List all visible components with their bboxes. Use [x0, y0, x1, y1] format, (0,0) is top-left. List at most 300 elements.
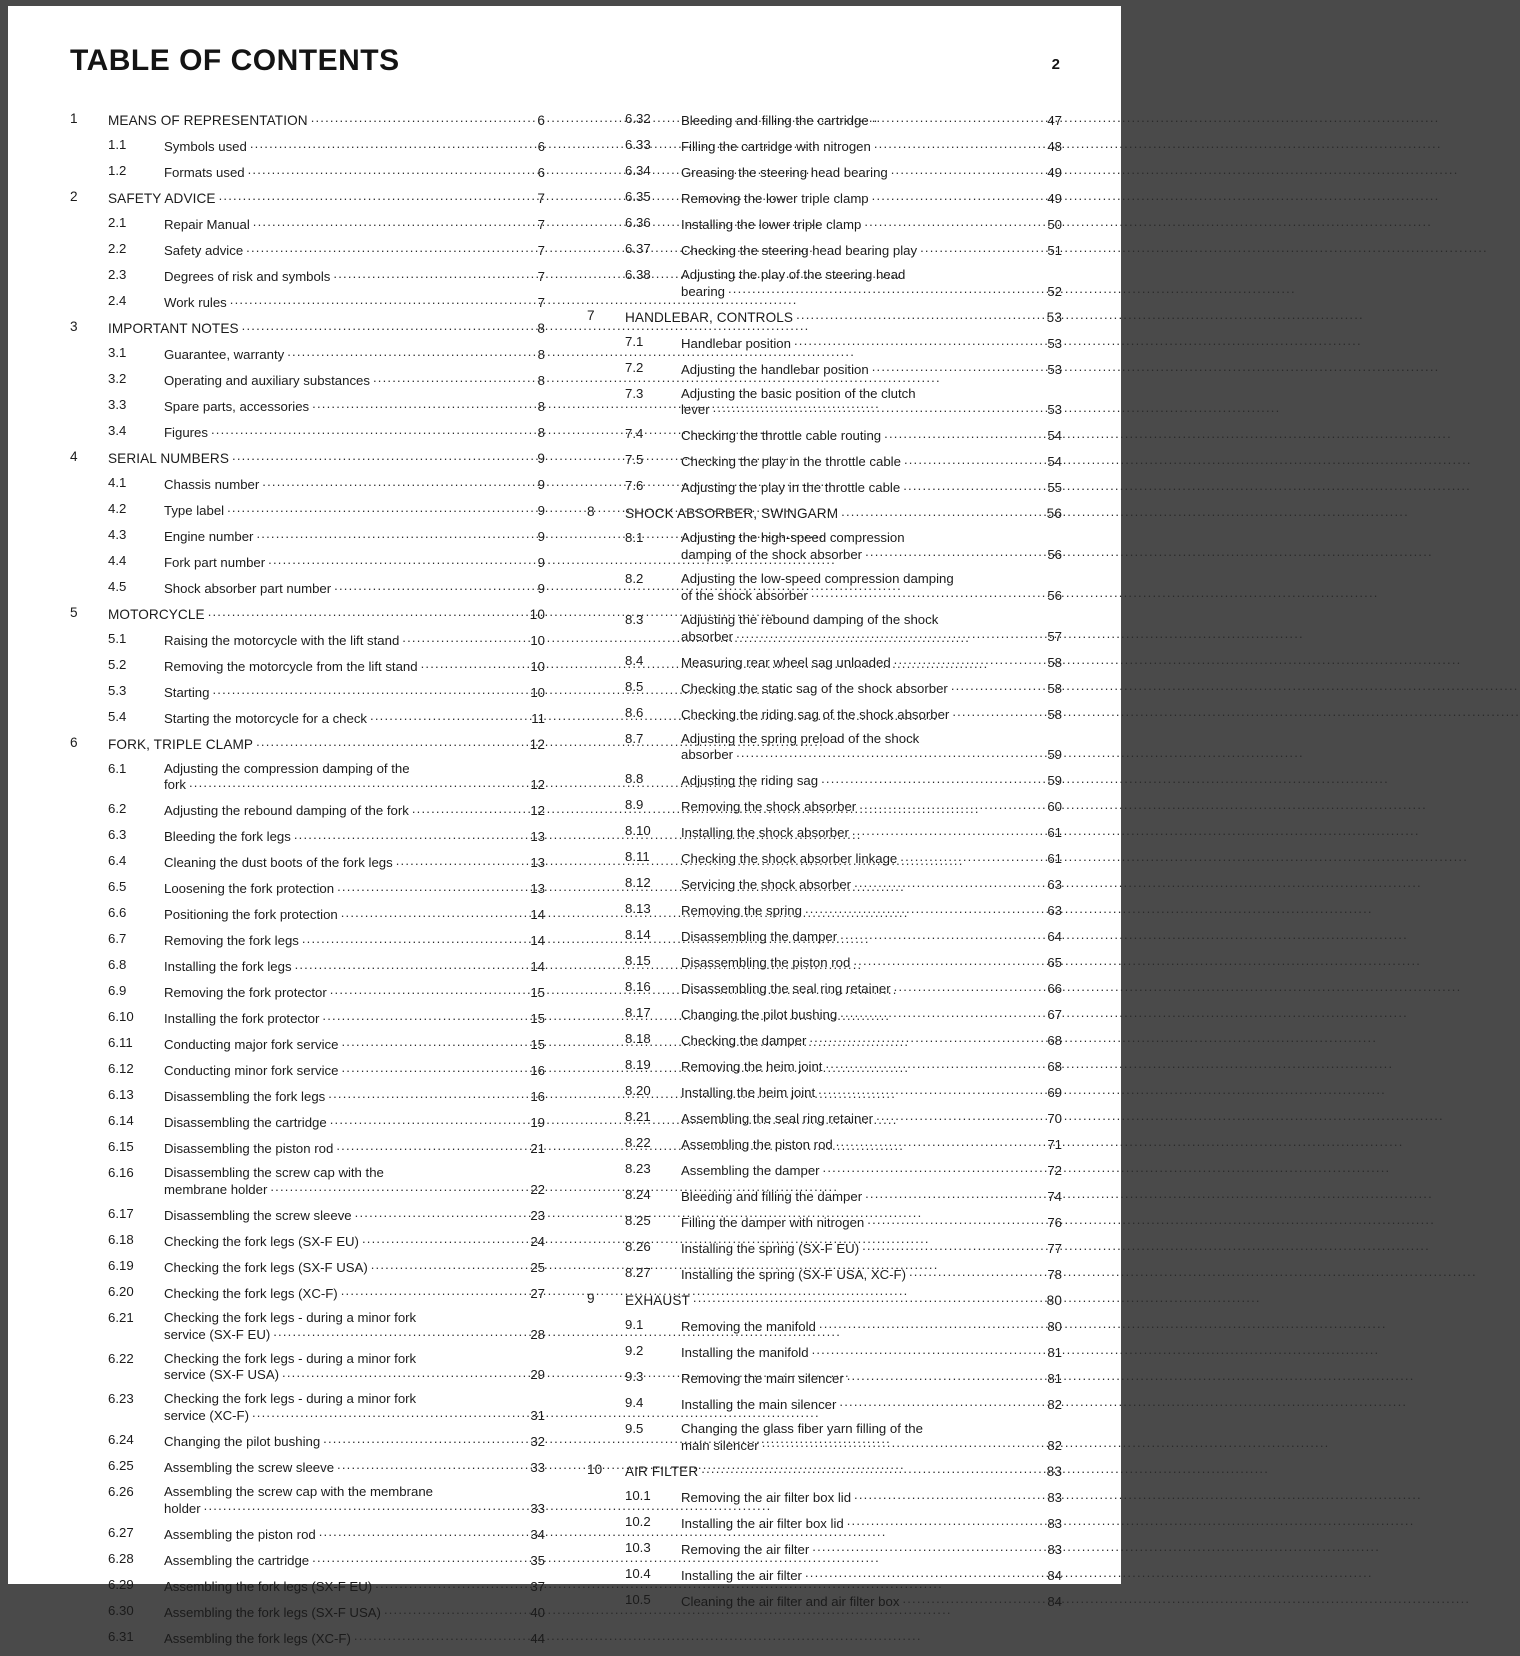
toc-entry[interactable] — [70, 1552, 545, 1578]
dot-leader — [302, 932, 517, 945]
dot-leader — [189, 776, 517, 789]
toc-entry-body — [164, 1233, 545, 1250]
toc-entry-page: 15 — [530, 1037, 545, 1053]
toc-entry-title: Removing the air filter — [681, 1541, 810, 1557]
dot-leader — [311, 112, 517, 125]
toc-entry-page: 70 — [1047, 1111, 1062, 1127]
dot-leader — [701, 1463, 1034, 1476]
toc-entry-number: 6.10 — [108, 1009, 134, 1025]
toc-entry-number: 6.6 — [108, 905, 127, 921]
toc-entry-number: 7.6 — [625, 478, 644, 494]
toc-entry-number: 7.1 — [625, 333, 644, 349]
toc-entry-number: 1.2 — [108, 162, 127, 178]
toc-entry-body — [164, 1207, 545, 1224]
toc-entry-page: 12 — [530, 777, 545, 793]
toc-entry-page: 68 — [1047, 1059, 1062, 1075]
toc-entry-title: Filling the damper with nitrogen — [681, 1215, 865, 1231]
toc-entry[interactable] — [70, 1485, 545, 1526]
toc-entry-number: 8.9 — [625, 797, 644, 813]
toc-entry[interactable] — [70, 216, 545, 242]
toc-entry[interactable] — [70, 854, 545, 880]
toc-entry-number: 4.4 — [108, 552, 127, 568]
toc-entry[interactable] — [70, 580, 545, 606]
dot-leader — [825, 1058, 1034, 1071]
dot-leader — [362, 1233, 517, 1246]
toc-entry-number: 4.5 — [108, 578, 127, 594]
toc-entry-title: Disassembling the piston rod — [681, 955, 851, 971]
toc-entry-number: 8.8 — [625, 771, 644, 787]
toc-entry-title: Adjusting the play of the steering head — [681, 266, 906, 282]
toc-entry-body — [681, 613, 1062, 645]
toc-entry-title: Operating and auxiliary substances — [164, 372, 370, 388]
toc-entry-page: 25 — [530, 1259, 545, 1275]
toc-entry-title-cont: main silencer — [681, 1437, 759, 1453]
toc-entry-title: Removing the fork legs — [164, 933, 299, 949]
toc-entry-page: 80 — [1047, 1319, 1062, 1335]
toc-entry-page: 10 — [530, 684, 545, 700]
toc-entry-number: 8.15 — [625, 953, 651, 969]
document-page — [8, 6, 1121, 1646]
toc-entry[interactable] — [70, 710, 545, 736]
dot-leader — [246, 242, 517, 255]
toc-entry-body — [681, 1489, 1062, 1506]
toc-entry-number: 6.19 — [108, 1257, 134, 1273]
toc-entry-page: 53 — [1047, 335, 1062, 351]
toc-entry-title: Installing the manifold — [681, 1345, 809, 1361]
toc-entry-body — [681, 1006, 1062, 1023]
toc-entry[interactable] — [70, 1114, 545, 1140]
dot-leader — [812, 1541, 1034, 1554]
toc-entry-number: 8.3 — [625, 611, 644, 627]
toc-entry-title: Adjusting the rebound damping of the shock — [681, 611, 939, 627]
dot-leader — [375, 1578, 517, 1591]
toc-entry-number: 2.2 — [108, 240, 127, 256]
toc-entry[interactable] — [70, 658, 545, 684]
toc-entry-number: 6.34 — [625, 162, 651, 178]
toc-entry-page: 10 — [530, 632, 545, 648]
toc-entry[interactable] — [587, 1292, 1062, 1318]
toc-entry[interactable] — [70, 880, 545, 906]
dot-leader — [903, 479, 1034, 492]
toc-entry-body — [681, 1084, 1062, 1101]
toc-entry[interactable] — [70, 1259, 545, 1285]
dot-leader — [412, 802, 517, 815]
dot-leader — [865, 546, 1034, 559]
toc-entry-body — [681, 1370, 1062, 1387]
toc-entry-title: Installing the spring (SX-F USA, XC-F) — [681, 1267, 906, 1283]
toc-entry[interactable] — [70, 268, 545, 294]
toc-entry[interactable] — [70, 632, 545, 658]
toc-entry-title: Removing the motorcycle from the lift stand — [164, 658, 418, 674]
toc-entry-number: 7 — [587, 307, 595, 323]
toc-entry-title: Adjusting the low-speed compression damping — [681, 571, 954, 587]
toc-entry[interactable] — [70, 1036, 545, 1062]
toc-entry-page: 53 — [1047, 402, 1062, 418]
toc-entry-title: Starting the motorcycle for a check — [164, 710, 368, 726]
toc-entry-body — [681, 1188, 1062, 1205]
toc-entry-body — [681, 190, 1062, 207]
toc-entry-page: 82 — [1047, 1397, 1062, 1413]
toc-entry-title: Assembling the fork legs (SX-F USA) — [164, 1604, 381, 1620]
toc-entry-number: 6.24 — [108, 1432, 134, 1448]
toc-entry-title: Removing the main silencer — [681, 1371, 844, 1387]
toc-entry-title: Removing the air filter box lid — [681, 1489, 852, 1505]
toc-entry[interactable] — [70, 112, 545, 138]
dot-leader — [796, 309, 1034, 322]
toc-entry-number: 6.9 — [108, 983, 127, 999]
toc-entry-page: 78 — [1047, 1267, 1062, 1283]
toc-entry-title: Spare parts, accessories — [164, 398, 310, 414]
toc-entry-title: Removing the spring — [681, 903, 802, 919]
toc-columns — [70, 112, 1062, 1656]
toc-entry-title: Degrees of risk and symbols — [164, 268, 331, 284]
dot-leader — [421, 658, 517, 671]
toc-entry-number: 8.11 — [625, 849, 650, 865]
toc-entry[interactable] — [70, 1233, 545, 1259]
toc-entry-title-cont: service (SX-F EU) — [164, 1326, 271, 1342]
toc-entry-title: Removing the fork protector — [164, 985, 327, 1001]
toc-entry[interactable] — [70, 1062, 545, 1088]
toc-entry-title: Starting — [164, 684, 210, 700]
toc-entry[interactable] — [70, 828, 545, 854]
toc-entry-title: Assembling the seal ring retainer — [681, 1111, 874, 1127]
dot-leader — [312, 1552, 517, 1565]
toc-entry-number: 6.3 — [108, 827, 127, 843]
toc-entry-title: Type label — [164, 502, 225, 518]
dot-leader — [840, 1006, 1034, 1019]
toc-entry-body — [164, 528, 545, 545]
toc-entry-title-cont: damping of the shock absorber — [681, 547, 863, 563]
toc-entry[interactable] — [70, 450, 545, 476]
dot-leader — [840, 928, 1034, 941]
toc-entry-body — [164, 984, 545, 1001]
toc-entry-page: 58 — [1047, 680, 1062, 696]
toc-entry[interactable] — [70, 684, 545, 710]
toc-entry-title-cont: membrane holder — [164, 1181, 268, 1197]
toc-entry-body — [164, 854, 545, 871]
toc-entry-title: Safety advice — [164, 242, 244, 258]
toc-entry-number: 6.37 — [625, 240, 651, 256]
toc-entry-title: Checking the static sag of the shock absorber — [681, 680, 948, 696]
dot-leader — [952, 706, 1034, 719]
toc-entry-title: Installing the shock absorber — [681, 825, 849, 841]
dot-leader — [330, 1114, 517, 1127]
toc-entry-body — [164, 932, 545, 949]
toc-entry-title: Filling the cartridge with nitrogen — [681, 138, 871, 154]
toc-entry-title: Checking the fork legs - during a minor fork — [164, 1309, 417, 1325]
toc-entry-number: 8.18 — [625, 1031, 651, 1047]
toc-entry[interactable] — [70, 320, 545, 346]
toc-entry-number: 8.25 — [625, 1213, 651, 1229]
dot-leader — [894, 980, 1034, 993]
dot-leader — [253, 216, 517, 229]
toc-entry-title: Checking the throttle cable routing — [681, 428, 882, 444]
toc-entry-body — [108, 450, 545, 467]
toc-entry-title: Disassembling the cartridge — [164, 1115, 327, 1131]
toc-entry-page: 32 — [530, 1434, 545, 1450]
toc-entry-page: 54 — [1047, 428, 1062, 444]
toc-entry-body — [681, 479, 1062, 496]
toc-entry-body — [681, 453, 1062, 470]
toc-entry-number: 6.8 — [108, 957, 127, 973]
dot-leader — [876, 1110, 1034, 1123]
toc-entry-number: 5.3 — [108, 682, 127, 698]
dot-leader — [312, 398, 517, 411]
toc-entry-title: Chassis number — [164, 476, 260, 492]
toc-entry-page: 22 — [530, 1181, 545, 1197]
toc-entry-title: Removing the heim joint — [681, 1059, 823, 1075]
toc-entry-number: 5.1 — [108, 630, 127, 646]
toc-entry[interactable] — [70, 1459, 545, 1485]
toc-entry-body — [681, 706, 1062, 723]
toc-entry-page: 47 — [1047, 113, 1062, 128]
toc-entry[interactable] — [70, 294, 545, 320]
dot-leader — [728, 283, 1034, 296]
toc-entry[interactable] — [70, 1526, 545, 1552]
toc-entry[interactable] — [70, 958, 545, 984]
toc-entry[interactable] — [70, 1140, 545, 1166]
dot-leader — [713, 401, 1034, 414]
toc-entry-page: 66 — [1047, 981, 1062, 997]
toc-entry-body — [681, 1110, 1062, 1127]
dot-leader — [736, 628, 1034, 641]
toc-entry-body — [164, 424, 545, 441]
toc-entry-body — [164, 1485, 545, 1517]
toc-entry[interactable] — [70, 502, 545, 528]
dot-leader — [273, 1326, 517, 1339]
toc-entry-page: 12 — [529, 736, 545, 752]
dot-leader — [319, 1526, 517, 1539]
toc-entry[interactable] — [70, 528, 545, 554]
toc-entry-number: 8.6 — [625, 704, 644, 720]
toc-entry-title: Changing the pilot bushing — [164, 1434, 321, 1450]
toc-entry-page: 33 — [530, 1501, 545, 1516]
dot-leader — [322, 1010, 517, 1023]
dot-leader — [847, 1515, 1034, 1528]
dot-leader — [805, 902, 1034, 915]
toc-entry-title: Loosening the fork protection — [164, 881, 335, 897]
toc-entry-body — [164, 1578, 545, 1595]
toc-entry-number: 6.35 — [625, 188, 651, 204]
toc-entry[interactable] — [70, 1433, 545, 1459]
toc-entry-page: 81 — [1047, 1345, 1062, 1361]
toc-entry-body — [681, 850, 1062, 867]
toc-entry[interactable] — [70, 932, 545, 958]
toc-entry[interactable] — [70, 242, 545, 268]
toc-entry-page: 54 — [1047, 454, 1062, 470]
toc-entry[interactable] — [70, 1352, 545, 1393]
toc-entry[interactable] — [70, 1604, 545, 1630]
dot-leader — [794, 335, 1034, 348]
toc-entry-title: Assembling the screw cap with the membrane — [164, 1484, 433, 1500]
toc-entry-body — [164, 906, 545, 923]
dot-leader — [248, 164, 517, 177]
toc-entry[interactable] — [70, 606, 545, 632]
toc-entry[interactable] — [70, 476, 545, 502]
toc-entry-title: Repair Manual — [164, 216, 250, 232]
dot-leader — [821, 772, 1034, 785]
dot-leader — [341, 1036, 517, 1049]
toc-entry-page: 8 — [537, 424, 545, 440]
dot-leader — [355, 1207, 517, 1220]
toc-entry[interactable] — [70, 802, 545, 828]
dot-leader — [219, 190, 517, 203]
dot-leader — [805, 1567, 1034, 1580]
toc-entry-title: Checking the fork legs (SX-F USA) — [164, 1259, 368, 1275]
toc-entry-title: Changing the glass fiber yarn filling of the — [681, 1421, 923, 1437]
toc-entry-page: 81 — [1047, 1371, 1062, 1387]
toc-entry-title: HANDLEBAR, CONTROLS — [625, 309, 794, 325]
toc-entry-title-cont: fork — [164, 777, 186, 793]
toc-entry-title: EXHAUST — [625, 1293, 690, 1309]
toc-entry-body — [681, 1396, 1062, 1413]
toc-entry-title: Figures — [164, 424, 208, 440]
toc-entry-body — [625, 1463, 1062, 1480]
toc-entry[interactable] — [70, 1207, 545, 1233]
dot-leader — [865, 1188, 1034, 1201]
toc-entry-body — [625, 505, 1062, 522]
dot-leader — [294, 828, 517, 841]
toc-entry-body — [164, 1062, 545, 1079]
dot-leader — [874, 138, 1034, 151]
toc-entry-page: 61 — [1047, 851, 1062, 867]
toc-entry-page: 9 — [537, 554, 545, 570]
toc-entry-page: 35 — [530, 1552, 545, 1568]
toc-entry[interactable] — [587, 1463, 1062, 1489]
dot-leader — [333, 268, 517, 281]
toc-entry-number: 6.32 — [625, 111, 651, 126]
toc-entry-title: Greasing the steering head bearing — [681, 164, 888, 180]
dot-leader — [864, 216, 1034, 229]
toc-entry-number: 4.1 — [108, 474, 127, 490]
toc-entry-page: 84 — [1047, 1567, 1062, 1583]
toc-entry-body — [681, 361, 1062, 378]
toc-entry-title: Work rules — [164, 294, 227, 310]
page-number: 2 — [1051, 56, 1060, 73]
toc-entry[interactable] — [70, 762, 545, 803]
toc-entry-title: Checking the fork legs (XC-F) — [164, 1285, 338, 1301]
toc-entry[interactable] — [70, 1630, 545, 1656]
toc-entry[interactable] — [70, 906, 545, 932]
toc-entry-number: 6.33 — [625, 136, 651, 152]
dot-leader — [211, 424, 517, 437]
toc-entry-title: Assembling the screw sleeve — [164, 1460, 335, 1476]
toc-entry-page: 7 — [537, 294, 545, 310]
toc-entry-body — [164, 958, 545, 975]
page-header — [70, 44, 1060, 86]
toc-entry-body — [625, 1292, 1062, 1309]
toc-entry-number: 6.22 — [108, 1350, 134, 1366]
toc-entry-number: 1 — [70, 111, 78, 126]
dot-leader — [295, 958, 517, 971]
toc-entry[interactable] — [70, 164, 545, 190]
toc-entry-page: 82 — [1047, 1437, 1062, 1453]
toc-entry-title-cont: lever — [681, 402, 710, 418]
toc-entry-body — [164, 1259, 545, 1276]
toc-entry-title: Servicing the shock absorber — [681, 877, 852, 893]
toc-entry[interactable] — [70, 372, 545, 398]
toc-entry-title: Guarantee, warranty — [164, 346, 285, 362]
toc-entry[interactable] — [70, 1285, 545, 1311]
dot-leader — [904, 453, 1034, 466]
toc-entry-number: 6.26 — [108, 1484, 134, 1500]
toc-entry-page: 7 — [537, 190, 545, 206]
toc-entry-title: Checking the play in the throttle cable — [681, 454, 901, 470]
toc-entry[interactable] — [70, 346, 545, 372]
toc-entry-number: 3.2 — [108, 370, 127, 386]
toc-entry-page: 58 — [1047, 706, 1062, 722]
dot-leader — [891, 164, 1034, 177]
toc-entry-page: 52 — [1047, 283, 1062, 299]
toc-entry-page: 40 — [530, 1604, 545, 1620]
toc-entry-body — [681, 1136, 1062, 1153]
toc-entry-page: 16 — [530, 1089, 545, 1105]
toc-entry-body — [681, 1567, 1062, 1584]
toc-entry-number: 7.2 — [625, 359, 644, 375]
toc-entry-number: 3.1 — [108, 344, 127, 360]
dot-leader — [341, 906, 517, 919]
toc-entry-number: 6.7 — [108, 931, 127, 947]
toc-entry[interactable] — [70, 1578, 545, 1604]
toc-entry-page: 9 — [537, 502, 545, 518]
toc-entry-body — [164, 346, 545, 363]
toc-entry-number: 7.3 — [625, 385, 644, 401]
toc-entry-number: 8.22 — [625, 1135, 651, 1151]
toc-entry[interactable] — [70, 736, 545, 762]
toc-entry-number: 8.2 — [625, 571, 644, 587]
toc-entry-title: Bleeding the fork legs — [164, 829, 291, 845]
toc-entry[interactable] — [70, 138, 545, 164]
toc-entry-title: Formats used — [164, 164, 245, 180]
toc-entry[interactable] — [70, 424, 545, 450]
toc-entry-page: 8 — [537, 320, 545, 336]
toc-entry[interactable] — [70, 1392, 545, 1433]
toc-entry[interactable] — [70, 984, 545, 1010]
toc-entry[interactable] — [70, 1166, 545, 1207]
toc-entry-title: Installing the spring (SX-F EU) — [681, 1241, 860, 1257]
toc-entry-number: 6.15 — [108, 1139, 134, 1155]
toc-entry[interactable] — [70, 1010, 545, 1036]
toc-entry-title: Adjusting the rebound damping of the fork — [164, 803, 409, 819]
dot-leader — [854, 1489, 1034, 1502]
toc-entry-body — [164, 880, 545, 897]
dot-leader — [852, 824, 1034, 837]
dot-leader — [328, 1088, 517, 1101]
toc-entry[interactable] — [70, 1311, 545, 1352]
toc-entry-title: SERIAL NUMBERS — [108, 450, 230, 466]
toc-entry[interactable] — [70, 190, 545, 216]
toc-entry-body — [681, 798, 1062, 815]
toc-entry-page: 63 — [1047, 877, 1062, 893]
toc-entry-body — [164, 372, 545, 389]
toc-entry-number: 2.3 — [108, 266, 127, 282]
toc-entry-body — [681, 242, 1062, 259]
toc-entry[interactable] — [70, 554, 545, 580]
toc-entry-title: Conducting minor fork service — [164, 1063, 339, 1079]
toc-entry-page: 48 — [1047, 138, 1062, 154]
dot-leader — [334, 580, 517, 593]
toc-entry-number: 6.27 — [108, 1524, 134, 1540]
toc-entry[interactable] — [70, 398, 545, 424]
toc-entry-number: 6.23 — [108, 1391, 134, 1407]
toc-entry[interactable] — [70, 1088, 545, 1114]
toc-entry-body — [164, 1010, 545, 1027]
toc-entry-page: 77 — [1047, 1241, 1062, 1257]
toc-entry-title: SAFETY ADVICE — [108, 190, 216, 206]
toc-entry-body — [625, 309, 1062, 326]
toc-entry-page: 83 — [1047, 1489, 1062, 1505]
toc-entry-title: Adjusting the handlebar position — [681, 361, 869, 377]
